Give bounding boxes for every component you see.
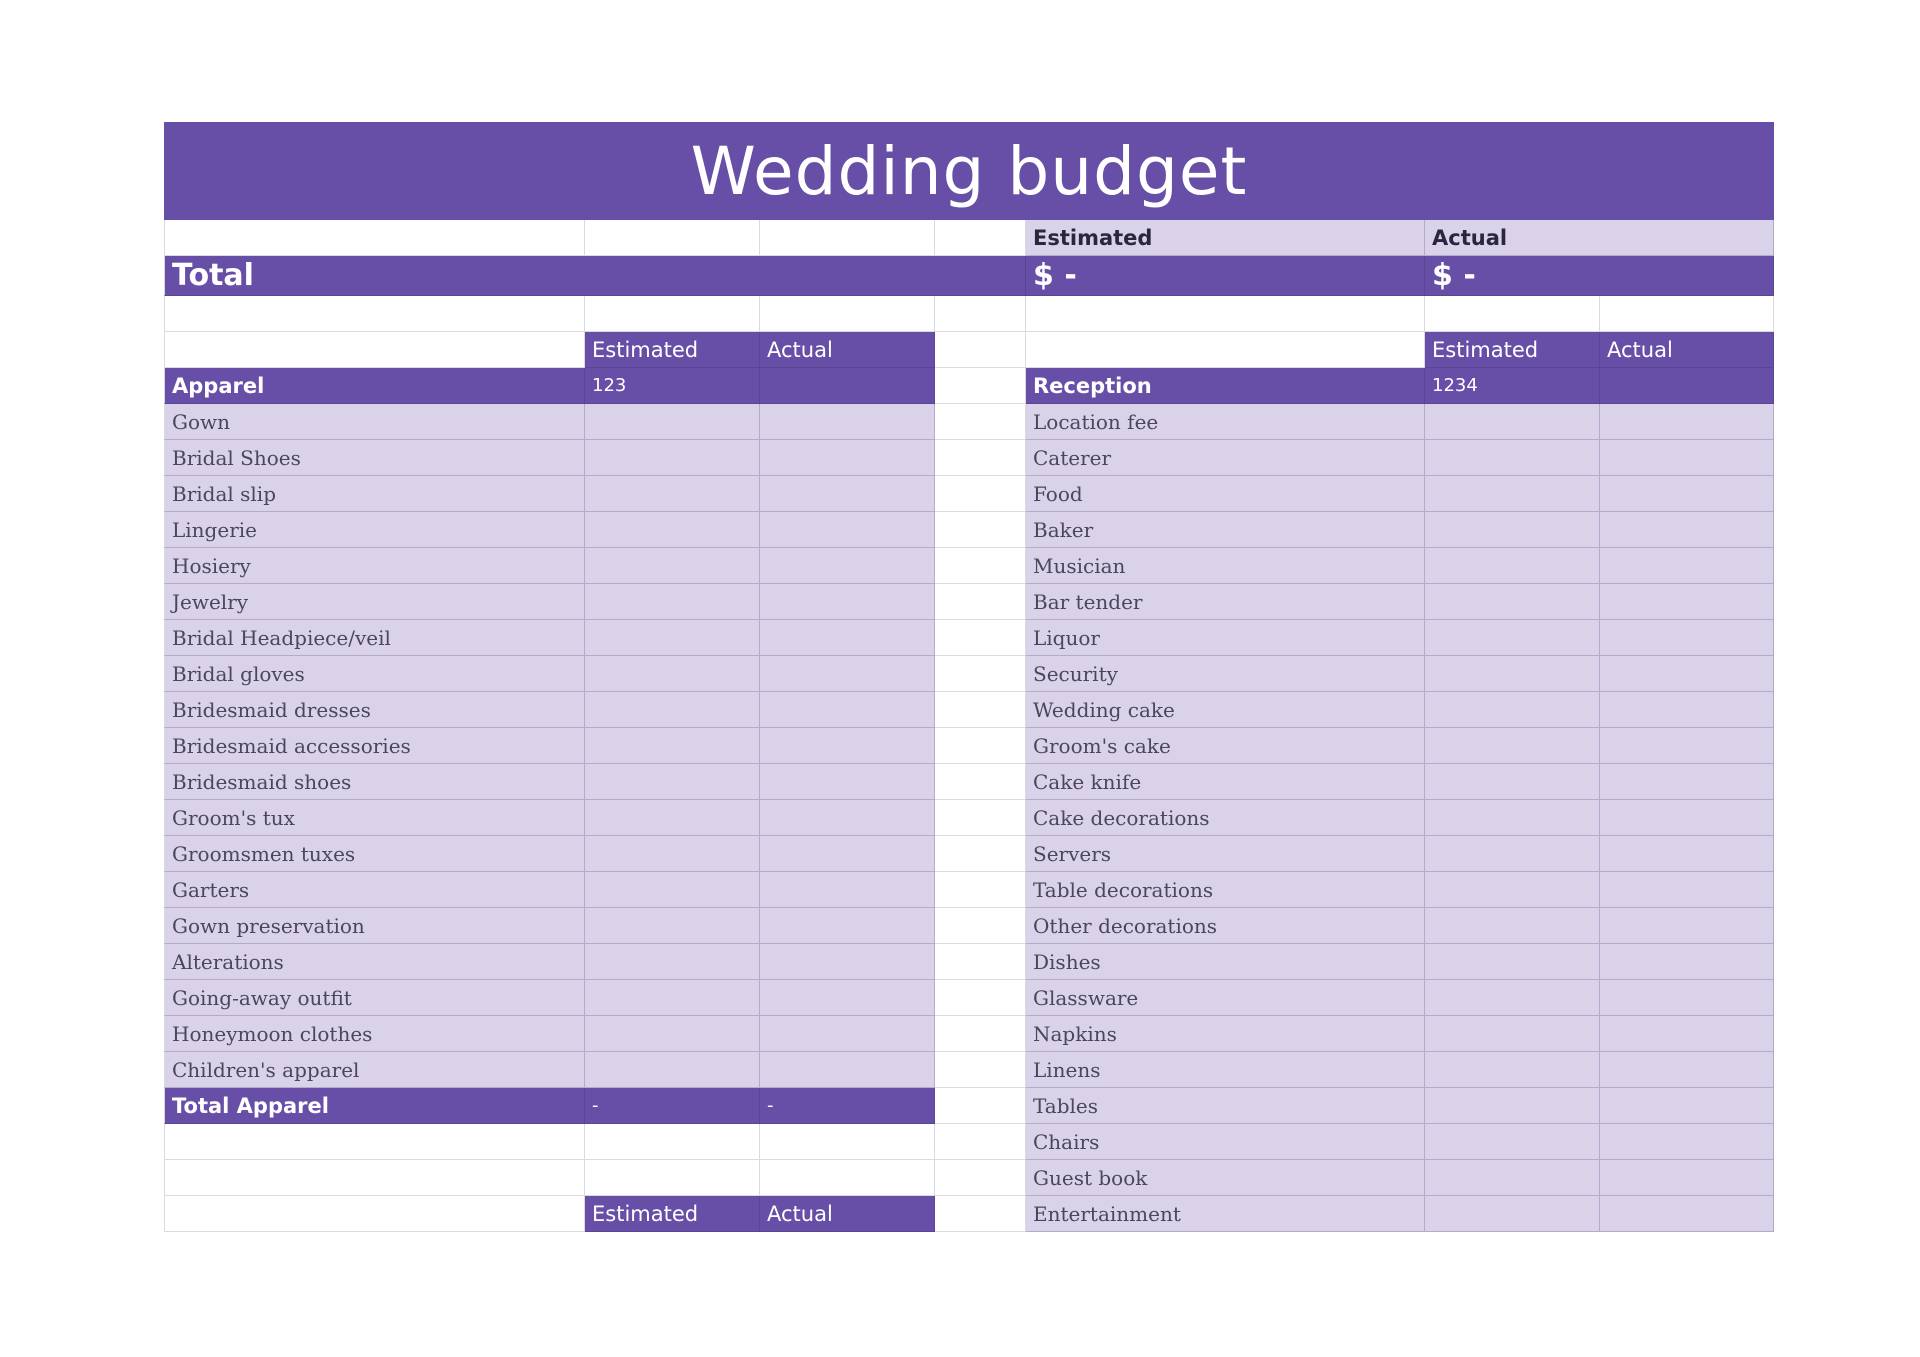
reception-item-actual[interactable]	[1600, 872, 1774, 908]
cell[interactable]	[760, 220, 935, 256]
reception-item-estimated[interactable]	[1425, 1052, 1600, 1088]
apparel-item-actual[interactable]	[760, 404, 935, 440]
cell[interactable]	[164, 1124, 585, 1160]
table-row	[164, 584, 1774, 620]
reception-item-estimated[interactable]	[1425, 584, 1600, 620]
apparel-item-label[interactable]: Jewelry	[164, 584, 585, 620]
apparel-item-actual[interactable]	[760, 944, 935, 980]
reception-item-estimated[interactable]	[1425, 764, 1600, 800]
reception-item-estimated[interactable]	[1425, 1160, 1600, 1196]
apparel-item-actual[interactable]	[760, 764, 935, 800]
reception-item-actual[interactable]	[1600, 692, 1774, 728]
reception-item-estimated[interactable]	[1425, 1088, 1600, 1124]
cell[interactable]	[164, 220, 585, 256]
cell[interactable]	[935, 908, 1026, 944]
summary-estimated-header[interactable]: Estimated	[1026, 220, 1425, 256]
page-title: Wedding budget	[164, 122, 1774, 220]
reception-item-estimated[interactable]	[1425, 620, 1600, 656]
cell[interactable]	[164, 332, 585, 368]
apparel-item-actual[interactable]	[760, 440, 935, 476]
summary-header-row	[164, 220, 1774, 256]
reception-item-actual[interactable]	[1600, 404, 1774, 440]
summary-total-label[interactable]: Total	[164, 256, 1026, 296]
reception-item-estimated[interactable]	[1425, 800, 1600, 836]
reception-item-label[interactable]: Linens	[1026, 1052, 1425, 1088]
reception-item-estimated[interactable]	[1425, 512, 1600, 548]
reception-item-actual[interactable]	[1600, 764, 1774, 800]
table-row	[164, 1052, 1774, 1088]
apparel-actual-value[interactable]	[760, 368, 935, 404]
cell[interactable]	[585, 1160, 760, 1196]
apparel-item-label[interactable]: Bridal Headpiece/veil	[164, 620, 585, 656]
reception-item-label[interactable]: Food	[1026, 476, 1425, 512]
cell[interactable]	[935, 692, 1026, 728]
apparel-estimated-value[interactable]: 123	[585, 368, 760, 404]
reception-item-actual[interactable]	[1600, 620, 1774, 656]
apparel-item-actual[interactable]	[760, 872, 935, 908]
reception-item-estimated[interactable]	[1425, 1016, 1600, 1052]
apparel-item-actual[interactable]	[760, 1052, 935, 1088]
cell[interactable]	[1600, 296, 1774, 332]
table-row	[164, 620, 1774, 656]
reception-actual-value[interactable]	[1600, 368, 1774, 404]
reception-item-actual[interactable]	[1600, 800, 1774, 836]
reception-estimated-header[interactable]: Estimated	[1425, 332, 1600, 368]
apparel-item-label[interactable]: Bridesmaid accessories	[164, 728, 585, 764]
cell[interactable]	[760, 296, 935, 332]
table-row	[164, 404, 1774, 440]
reception-item-label[interactable]: Table decorations	[1026, 872, 1425, 908]
section-header-row	[164, 332, 1774, 368]
table-row	[164, 512, 1774, 548]
reception-item-actual[interactable]	[1600, 944, 1774, 980]
reception-item-actual[interactable]	[1600, 656, 1774, 692]
table-row	[164, 692, 1774, 728]
reception-item-label[interactable]: Bar tender	[1026, 584, 1425, 620]
reception-item-actual[interactable]	[1600, 1160, 1774, 1196]
reception-item-estimated[interactable]	[1425, 656, 1600, 692]
reception-item-label[interactable]: Guest book	[1026, 1160, 1425, 1196]
apparel-total-estimated[interactable]: -	[585, 1088, 760, 1124]
apparel-item-estimated[interactable]	[585, 800, 760, 836]
reception-item-estimated[interactable]	[1425, 692, 1600, 728]
reception-item-estimated[interactable]	[1425, 908, 1600, 944]
cell[interactable]	[760, 1124, 935, 1160]
reception-item-label[interactable]: Caterer	[1026, 440, 1425, 476]
apparel-item-estimated[interactable]	[585, 1016, 760, 1052]
apparel-item-label[interactable]: Bridal Shoes	[164, 440, 585, 476]
reception-item-label[interactable]: Cake decorations	[1026, 800, 1425, 836]
table-row	[164, 476, 1774, 512]
reception-item-actual[interactable]	[1600, 512, 1774, 548]
cell[interactable]	[1425, 296, 1600, 332]
cell[interactable]	[585, 1124, 760, 1160]
table-row	[164, 836, 1774, 872]
summary-total-row	[164, 256, 1774, 296]
cell[interactable]	[935, 512, 1026, 548]
apparel-item-label[interactable]: Bridal slip	[164, 476, 585, 512]
reception-item-estimated[interactable]	[1425, 872, 1600, 908]
cell[interactable]	[935, 728, 1026, 764]
next-section-estimated-header[interactable]: Estimated	[585, 1196, 760, 1232]
cell[interactable]	[935, 944, 1026, 980]
apparel-item-actual[interactable]	[760, 692, 935, 728]
apparel-actual-header[interactable]: Actual	[760, 332, 935, 368]
reception-actual-header[interactable]: Actual	[1600, 332, 1774, 368]
apparel-item-label[interactable]: Garters	[164, 872, 585, 908]
apparel-item-estimated[interactable]	[585, 1052, 760, 1088]
reception-item-label[interactable]: Security	[1026, 656, 1425, 692]
apparel-item-label[interactable]: Hosiery	[164, 548, 585, 584]
spacer-row	[164, 296, 1774, 332]
apparel-item-estimated[interactable]	[585, 620, 760, 656]
reception-item-actual[interactable]	[1600, 1052, 1774, 1088]
apparel-item-label[interactable]: Lingerie	[164, 512, 585, 548]
item-rows	[164, 404, 1774, 1232]
reception-item-label[interactable]: Tables	[1026, 1088, 1425, 1124]
cell[interactable]	[935, 800, 1026, 836]
apparel-item-actual[interactable]	[760, 800, 935, 836]
table-row	[164, 944, 1774, 980]
section-title-row	[164, 368, 1774, 404]
apparel-item-estimated[interactable]	[585, 548, 760, 584]
apparel-item-estimated[interactable]	[585, 440, 760, 476]
cell[interactable]	[935, 872, 1026, 908]
table-row	[164, 800, 1774, 836]
cell[interactable]	[935, 1124, 1026, 1160]
reception-item-actual[interactable]	[1600, 584, 1774, 620]
reception-item-label[interactable]: Liquor	[1026, 620, 1425, 656]
reception-item-estimated[interactable]	[1425, 980, 1600, 1016]
cell[interactable]	[935, 1088, 1026, 1124]
reception-item-label[interactable]: Wedding cake	[1026, 692, 1425, 728]
table-row	[164, 656, 1774, 692]
apparel-item-label[interactable]: Honeymoon clothes	[164, 1016, 585, 1052]
cell[interactable]	[164, 1196, 585, 1232]
apparel-item-label[interactable]: Groomsmen tuxes	[164, 836, 585, 872]
reception-item-estimated[interactable]	[1425, 944, 1600, 980]
apparel-item-estimated[interactable]	[585, 944, 760, 980]
reception-item-label[interactable]: Dishes	[1026, 944, 1425, 980]
apparel-total-actual[interactable]: -	[760, 1088, 935, 1124]
reception-item-actual[interactable]	[1600, 836, 1774, 872]
reception-item-actual[interactable]	[1600, 1196, 1774, 1232]
budget-sheet	[164, 122, 1774, 1232]
apparel-item-estimated[interactable]	[585, 476, 760, 512]
cell[interactable]	[935, 764, 1026, 800]
reception-item-actual[interactable]	[1600, 728, 1774, 764]
table-row	[164, 980, 1774, 1016]
reception-item-actual[interactable]	[1600, 980, 1774, 1016]
next-section-actual-header[interactable]: Actual	[760, 1196, 935, 1232]
cell[interactable]	[935, 656, 1026, 692]
apparel-item-estimated[interactable]	[585, 512, 760, 548]
apparel-item-actual[interactable]	[760, 512, 935, 548]
apparel-total-label[interactable]: Total Apparel	[164, 1088, 585, 1124]
apparel-item-actual[interactable]	[760, 620, 935, 656]
table-row	[164, 1016, 1774, 1052]
reception-item-label[interactable]: Other decorations	[1026, 908, 1425, 944]
apparel-item-label[interactable]: Bridal gloves	[164, 656, 585, 692]
reception-item-label[interactable]: Cake knife	[1026, 764, 1425, 800]
cell[interactable]	[935, 440, 1026, 476]
apparel-item-label[interactable]: Bridesmaid dresses	[164, 692, 585, 728]
apparel-item-actual[interactable]	[760, 728, 935, 764]
table-row	[164, 728, 1774, 764]
table-row	[164, 1196, 1774, 1232]
cell[interactable]	[585, 220, 760, 256]
apparel-item-estimated[interactable]	[585, 764, 760, 800]
apparel-item-label[interactable]: Groom's tux	[164, 800, 585, 836]
reception-item-actual[interactable]	[1600, 1016, 1774, 1052]
table-row	[164, 548, 1774, 584]
reception-item-estimated[interactable]	[1425, 476, 1600, 512]
cell[interactable]	[935, 296, 1026, 332]
reception-item-estimated[interactable]	[1425, 548, 1600, 584]
cell[interactable]	[935, 836, 1026, 872]
apparel-section-label[interactable]: Apparel	[164, 368, 585, 404]
apparel-item-estimated[interactable]	[585, 656, 760, 692]
apparel-estimated-header[interactable]: Estimated	[585, 332, 760, 368]
reception-item-label[interactable]: Musician	[1026, 548, 1425, 584]
cell[interactable]	[585, 296, 760, 332]
reception-item-actual[interactable]	[1600, 1124, 1774, 1160]
apparel-item-actual[interactable]	[760, 656, 935, 692]
cell[interactable]	[935, 584, 1026, 620]
reception-item-actual[interactable]	[1600, 1088, 1774, 1124]
reception-item-label[interactable]: Chairs	[1026, 1124, 1425, 1160]
cell[interactable]	[935, 620, 1026, 656]
table-row	[164, 908, 1774, 944]
table-row	[164, 872, 1774, 908]
cell[interactable]	[935, 368, 1026, 404]
summary-actual-value[interactable]: $ -	[1425, 256, 1774, 296]
cell[interactable]	[935, 332, 1026, 368]
table-row	[164, 1160, 1774, 1196]
reception-item-actual[interactable]	[1600, 476, 1774, 512]
summary-actual-header[interactable]: Actual	[1425, 220, 1774, 256]
reception-item-actual[interactable]	[1600, 908, 1774, 944]
apparel-item-label[interactable]: Going-away outfit	[164, 980, 585, 1016]
apparel-item-actual[interactable]	[760, 836, 935, 872]
table-row	[164, 1088, 1774, 1124]
cell[interactable]	[935, 1196, 1026, 1232]
reception-item-label[interactable]: Entertainment	[1026, 1196, 1425, 1232]
cell[interactable]	[1026, 296, 1425, 332]
reception-item-actual[interactable]	[1600, 440, 1774, 476]
cell[interactable]	[935, 220, 1026, 256]
apparel-item-estimated[interactable]	[585, 908, 760, 944]
table-row	[164, 764, 1774, 800]
reception-estimated-value[interactable]: 1234	[1425, 368, 1600, 404]
cell[interactable]	[935, 1016, 1026, 1052]
apparel-item-actual[interactable]	[760, 584, 935, 620]
apparel-item-estimated[interactable]	[585, 584, 760, 620]
reception-item-label[interactable]: Servers	[1026, 836, 1425, 872]
reception-item-label[interactable]: Groom's cake	[1026, 728, 1425, 764]
cell[interactable]	[935, 548, 1026, 584]
reception-item-label[interactable]: Napkins	[1026, 1016, 1425, 1052]
summary-estimated-value[interactable]: $ -	[1026, 256, 1425, 296]
reception-section-label[interactable]: Reception	[1026, 368, 1425, 404]
apparel-item-estimated[interactable]	[585, 404, 760, 440]
table-row	[164, 440, 1774, 476]
apparel-item-estimated[interactable]	[585, 836, 760, 872]
cell[interactable]	[935, 1052, 1026, 1088]
apparel-item-label[interactable]: Children's apparel	[164, 1052, 585, 1088]
reception-item-estimated[interactable]	[1425, 1124, 1600, 1160]
apparel-item-label[interactable]: Gown preservation	[164, 908, 585, 944]
reception-item-estimated[interactable]	[1425, 1196, 1600, 1232]
reception-item-estimated[interactable]	[1425, 404, 1600, 440]
reception-item-estimated[interactable]	[1425, 836, 1600, 872]
apparel-item-estimated[interactable]	[585, 872, 760, 908]
apparel-item-actual[interactable]	[760, 548, 935, 584]
apparel-item-estimated[interactable]	[585, 980, 760, 1016]
cell[interactable]	[164, 296, 585, 332]
cell[interactable]	[760, 1160, 935, 1196]
cell[interactable]	[935, 980, 1026, 1016]
cell[interactable]	[935, 1160, 1026, 1196]
apparel-item-label[interactable]: Bridesmaid shoes	[164, 764, 585, 800]
cell[interactable]	[935, 476, 1026, 512]
apparel-item-label[interactable]: Alterations	[164, 944, 585, 980]
apparel-item-actual[interactable]	[760, 908, 935, 944]
reception-item-estimated[interactable]	[1425, 728, 1600, 764]
cell[interactable]	[1026, 332, 1425, 368]
reception-item-actual[interactable]	[1600, 548, 1774, 584]
apparel-item-actual[interactable]	[760, 1016, 935, 1052]
cell[interactable]	[164, 1160, 585, 1196]
apparel-item-actual[interactable]	[760, 980, 935, 1016]
reception-item-label[interactable]: Glassware	[1026, 980, 1425, 1016]
apparel-item-estimated[interactable]	[585, 728, 760, 764]
apparel-item-actual[interactable]	[760, 476, 935, 512]
reception-item-label[interactable]: Baker	[1026, 512, 1425, 548]
reception-item-label[interactable]: Location fee	[1026, 404, 1425, 440]
apparel-item-estimated[interactable]	[585, 692, 760, 728]
table-row	[164, 1124, 1774, 1160]
apparel-item-label[interactable]: Gown	[164, 404, 585, 440]
cell[interactable]	[935, 404, 1026, 440]
reception-item-estimated[interactable]	[1425, 440, 1600, 476]
